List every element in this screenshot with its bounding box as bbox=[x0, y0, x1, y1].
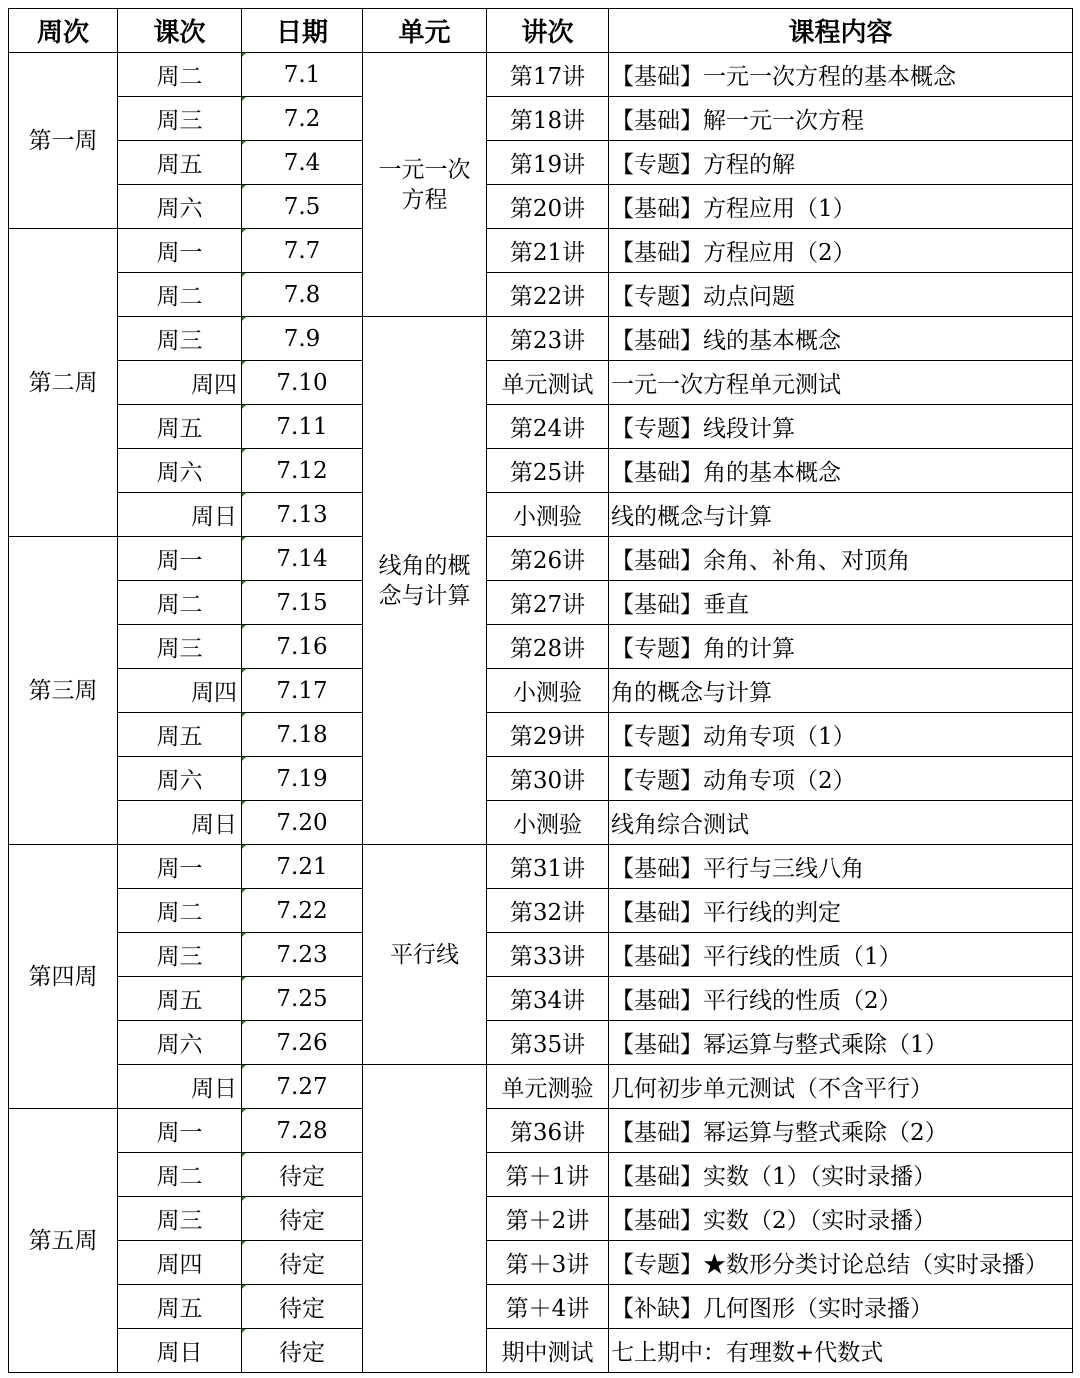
content-cell: 【基础】平行线的性质（2） bbox=[609, 977, 1073, 1021]
week-cell: 第五周 bbox=[9, 1109, 118, 1373]
table-row bbox=[9, 1197, 1073, 1241]
table-row bbox=[9, 1153, 1073, 1197]
day-cell: 周二 bbox=[118, 889, 242, 933]
lecture-cell: 第36讲 bbox=[487, 1109, 609, 1153]
day-cell: 周五 bbox=[118, 713, 242, 757]
lecture-cell: 第24讲 bbox=[487, 405, 609, 449]
day-cell: 周一 bbox=[118, 1109, 242, 1153]
lecture-cell: 第18讲 bbox=[487, 97, 609, 141]
content-cell: 几何初步单元测试（不含平行） bbox=[609, 1065, 1073, 1109]
date-cell: 7.17 bbox=[242, 669, 363, 713]
table-row bbox=[9, 97, 1073, 141]
lecture-cell: 第19讲 bbox=[487, 141, 609, 185]
date-cell: 7.26 bbox=[242, 1021, 363, 1065]
day-cell: 周二 bbox=[118, 1153, 242, 1197]
table-row bbox=[9, 493, 1073, 537]
date-cell: 7.19 bbox=[242, 757, 363, 801]
date-cell: 7.2 bbox=[242, 97, 363, 141]
table-row bbox=[9, 933, 1073, 977]
content-cell: 【基础】解一元一次方程 bbox=[609, 97, 1073, 141]
header-unit: 单元 bbox=[363, 9, 487, 53]
content-cell: 【基础】一元一次方程的基本概念 bbox=[609, 53, 1073, 97]
lecture-cell: 单元测验 bbox=[487, 1065, 609, 1109]
table-row bbox=[9, 1109, 1073, 1153]
unit-cell bbox=[363, 53, 487, 317]
content-cell: 【基础】线的基本概念 bbox=[609, 317, 1073, 361]
day-cell: 周四 bbox=[118, 1241, 242, 1285]
day-cell: 周三 bbox=[118, 317, 242, 361]
content-cell: 【基础】幂运算与整式乘除（1） bbox=[609, 1021, 1073, 1065]
table-row bbox=[9, 845, 1073, 889]
table-row bbox=[9, 1241, 1073, 1285]
table-row bbox=[9, 229, 1073, 273]
lecture-cell: 第＋4讲 bbox=[487, 1285, 609, 1329]
day-cell: 周日 bbox=[118, 1065, 242, 1109]
lecture-cell: 第17讲 bbox=[487, 53, 609, 97]
lecture-cell: 小测验 bbox=[487, 493, 609, 537]
content-cell: 【基础】角的基本概念 bbox=[609, 449, 1073, 493]
date-cell: 7.27 bbox=[242, 1065, 363, 1109]
day-cell: 周五 bbox=[118, 1285, 242, 1329]
lecture-cell: 小测验 bbox=[487, 669, 609, 713]
week-cell: 第二周 bbox=[9, 229, 118, 537]
table-row bbox=[9, 141, 1073, 185]
date-cell: 待定 bbox=[242, 1153, 363, 1197]
date-cell: 待定 bbox=[242, 1329, 363, 1373]
table-row bbox=[9, 625, 1073, 669]
lecture-cell: 第33讲 bbox=[487, 933, 609, 977]
content-cell: 【专题】角的计算 bbox=[609, 625, 1073, 669]
date-cell: 7.1 bbox=[242, 53, 363, 97]
date-cell: 7.9 bbox=[242, 317, 363, 361]
date-cell: 7.11 bbox=[242, 405, 363, 449]
unit-label: 平行线 bbox=[390, 941, 459, 968]
unit-cell bbox=[363, 317, 487, 845]
table-row bbox=[9, 889, 1073, 933]
date-cell: 7.10 bbox=[242, 361, 363, 405]
content-cell: 【基础】垂直 bbox=[609, 581, 1073, 625]
content-cell: 【专题】★数形分类讨论总结（实时录播） bbox=[609, 1241, 1073, 1285]
lecture-cell: 第25讲 bbox=[487, 449, 609, 493]
course-schedule-table bbox=[8, 8, 1073, 1373]
day-cell: 周六 bbox=[118, 185, 242, 229]
date-cell: 7.20 bbox=[242, 801, 363, 845]
day-cell: 周日 bbox=[118, 801, 242, 845]
table-row bbox=[9, 581, 1073, 625]
day-cell: 周五 bbox=[118, 977, 242, 1021]
day-cell: 周日 bbox=[118, 493, 242, 537]
table-row bbox=[9, 53, 1073, 97]
table-row bbox=[9, 317, 1073, 361]
content-cell: 【专题】动点问题 bbox=[609, 273, 1073, 317]
content-cell: 【专题】方程的解 bbox=[609, 141, 1073, 185]
date-cell: 7.12 bbox=[242, 449, 363, 493]
content-cell: 【基础】余角、补角、对顶角 bbox=[609, 537, 1073, 581]
header-content: 课程内容 bbox=[609, 9, 1073, 53]
lecture-cell: 第＋1讲 bbox=[487, 1153, 609, 1197]
content-cell: 【基础】实数（2）（实时录播） bbox=[609, 1197, 1073, 1241]
table-row bbox=[9, 537, 1073, 581]
day-cell: 周五 bbox=[118, 405, 242, 449]
content-cell: 【基础】方程应用（1） bbox=[609, 185, 1073, 229]
unit-cell bbox=[363, 1065, 487, 1373]
table-row bbox=[9, 713, 1073, 757]
lecture-cell: 单元测试 bbox=[487, 361, 609, 405]
unit-cell bbox=[363, 845, 487, 1065]
date-cell: 7.22 bbox=[242, 889, 363, 933]
content-cell: 角的概念与计算 bbox=[609, 669, 1073, 713]
day-cell: 周一 bbox=[118, 229, 242, 273]
content-cell: 【基础】幂运算与整式乘除（2） bbox=[609, 1109, 1073, 1153]
table-row bbox=[9, 801, 1073, 845]
content-cell: 【基础】方程应用（2） bbox=[609, 229, 1073, 273]
content-cell: 【补缺】几何图形（实时录播） bbox=[609, 1285, 1073, 1329]
content-cell: 【基础】平行线的判定 bbox=[609, 889, 1073, 933]
lecture-cell: 期中测试 bbox=[487, 1329, 609, 1373]
header-date: 日期 bbox=[242, 9, 363, 53]
lecture-cell: 第21讲 bbox=[487, 229, 609, 273]
table-row bbox=[9, 185, 1073, 229]
lecture-cell: 第34讲 bbox=[487, 977, 609, 1021]
lecture-cell: 第＋2讲 bbox=[487, 1197, 609, 1241]
date-cell: 7.8 bbox=[242, 273, 363, 317]
header-day: 课次 bbox=[118, 9, 242, 53]
date-cell: 待定 bbox=[242, 1285, 363, 1329]
content-cell: 线角综合测试 bbox=[609, 801, 1073, 845]
lecture-cell: 第35讲 bbox=[487, 1021, 609, 1065]
lecture-cell: 第27讲 bbox=[487, 581, 609, 625]
unit-label: 线角的概念与计算 bbox=[378, 552, 471, 609]
date-cell: 待定 bbox=[242, 1241, 363, 1285]
table-row bbox=[9, 1329, 1073, 1373]
date-cell: 7.28 bbox=[242, 1109, 363, 1153]
table-row bbox=[9, 977, 1073, 1021]
content-cell: 一元一次方程单元测试 bbox=[609, 361, 1073, 405]
day-cell: 周四 bbox=[118, 669, 242, 713]
date-cell: 7.25 bbox=[242, 977, 363, 1021]
date-cell: 7.18 bbox=[242, 713, 363, 757]
table-row bbox=[9, 361, 1073, 405]
content-cell: 线的概念与计算 bbox=[609, 493, 1073, 537]
table-row bbox=[9, 1021, 1073, 1065]
lecture-cell: 第31讲 bbox=[487, 845, 609, 889]
day-cell: 周六 bbox=[118, 1021, 242, 1065]
lecture-cell: 第28讲 bbox=[487, 625, 609, 669]
date-cell: 待定 bbox=[242, 1197, 363, 1241]
lecture-cell: 第22讲 bbox=[487, 273, 609, 317]
date-cell: 7.4 bbox=[242, 141, 363, 185]
content-cell: 【专题】线段计算 bbox=[609, 405, 1073, 449]
content-cell: 七上期中：有理数+代数式 bbox=[609, 1329, 1073, 1373]
lecture-cell: 第32讲 bbox=[487, 889, 609, 933]
day-cell: 周二 bbox=[118, 581, 242, 625]
date-cell: 7.13 bbox=[242, 493, 363, 537]
table-row bbox=[9, 449, 1073, 493]
day-cell: 周二 bbox=[118, 273, 242, 317]
date-cell: 7.14 bbox=[242, 537, 363, 581]
content-cell: 【基础】平行线的性质（1） bbox=[609, 933, 1073, 977]
content-cell: 【基础】实数（1）（实时录播） bbox=[609, 1153, 1073, 1197]
day-cell: 周六 bbox=[118, 757, 242, 801]
day-cell: 周三 bbox=[118, 625, 242, 669]
lecture-cell: 第26讲 bbox=[487, 537, 609, 581]
lecture-cell: 第29讲 bbox=[487, 713, 609, 757]
table-row bbox=[9, 669, 1073, 713]
table-row bbox=[9, 757, 1073, 801]
date-cell: 7.16 bbox=[242, 625, 363, 669]
date-cell: 7.15 bbox=[242, 581, 363, 625]
content-cell: 【基础】平行与三线八角 bbox=[609, 845, 1073, 889]
content-cell: 【专题】动角专项（2） bbox=[609, 757, 1073, 801]
date-cell: 7.21 bbox=[242, 845, 363, 889]
lecture-cell: 第＋3讲 bbox=[487, 1241, 609, 1285]
day-cell: 周一 bbox=[118, 537, 242, 581]
date-cell: 7.7 bbox=[242, 229, 363, 273]
day-cell: 周二 bbox=[118, 53, 242, 97]
table-row bbox=[9, 1065, 1073, 1109]
day-cell: 周四 bbox=[118, 361, 242, 405]
table-row bbox=[9, 273, 1073, 317]
unit-label: 一元一次方程 bbox=[378, 156, 471, 213]
table-row bbox=[9, 405, 1073, 449]
week-cell: 第三周 bbox=[9, 537, 118, 845]
day-cell: 周一 bbox=[118, 845, 242, 889]
lecture-cell: 第30讲 bbox=[487, 757, 609, 801]
day-cell: 周六 bbox=[118, 449, 242, 493]
lecture-cell: 第20讲 bbox=[487, 185, 609, 229]
day-cell: 周三 bbox=[118, 933, 242, 977]
lecture-cell: 第23讲 bbox=[487, 317, 609, 361]
lecture-cell: 小测验 bbox=[487, 801, 609, 845]
date-cell: 7.5 bbox=[242, 185, 363, 229]
content-cell: 【专题】动角专项（1） bbox=[609, 713, 1073, 757]
day-cell: 周三 bbox=[118, 1197, 242, 1241]
week-cell: 第一周 bbox=[9, 53, 118, 229]
header-lecture: 讲次 bbox=[487, 9, 609, 53]
date-cell: 7.23 bbox=[242, 933, 363, 977]
day-cell: 周日 bbox=[118, 1329, 242, 1373]
header-row bbox=[9, 9, 1073, 53]
day-cell: 周五 bbox=[118, 141, 242, 185]
week-cell: 第四周 bbox=[9, 845, 118, 1109]
table-row bbox=[9, 1285, 1073, 1329]
day-cell: 周三 bbox=[118, 97, 242, 141]
header-week: 周次 bbox=[9, 9, 118, 53]
